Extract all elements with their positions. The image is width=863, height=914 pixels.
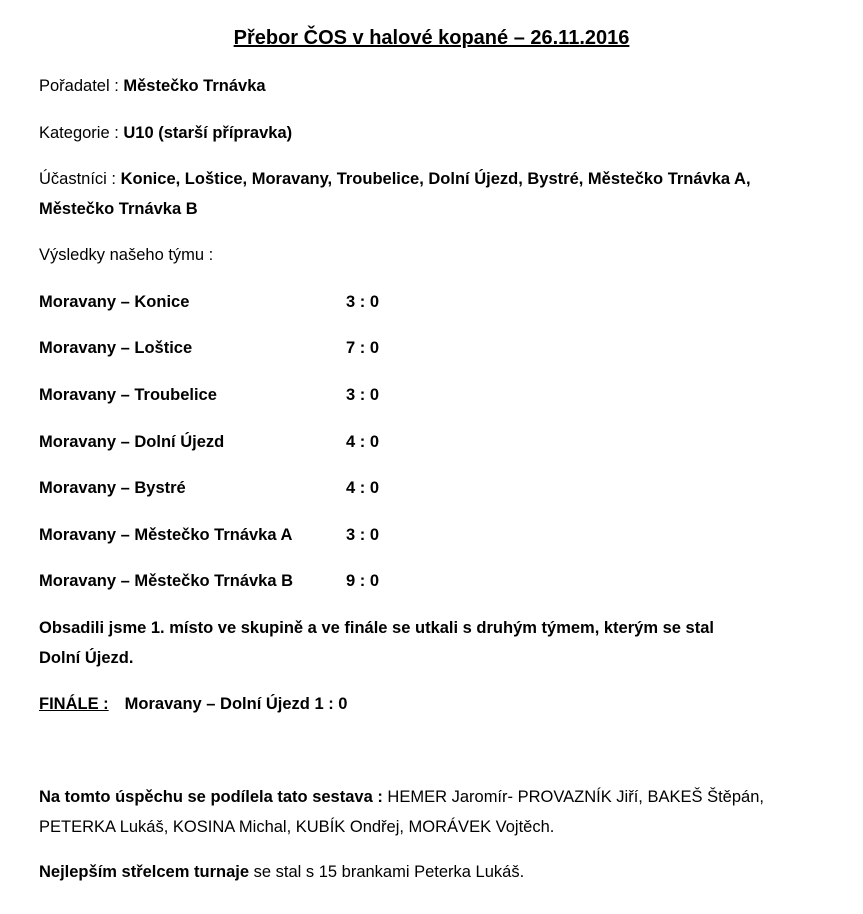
final-result: Moravany – Dolní Újezd 1 : 0 xyxy=(124,695,348,713)
result-match: Moravany – Loštice xyxy=(39,339,193,357)
result-match: Moravany – Městečko Trnávka B xyxy=(39,572,294,590)
result-score: 3 : 0 xyxy=(346,386,380,404)
result-match: Moravany – Městečko Trnávka A xyxy=(39,526,293,544)
result-score: 9 : 0 xyxy=(346,572,380,590)
result-match: Moravany – Bystré xyxy=(39,479,186,497)
result-score: 3 : 0 xyxy=(346,526,380,544)
result-match: Moravany – Konice xyxy=(39,293,190,311)
team-label: Na tomto úspěchu se podílela tato sestava : xyxy=(39,788,388,806)
scorer-label: Nejlepším střelcem turnaje xyxy=(39,863,250,881)
team-line-2: PETERKA Lukáš, KOSINA Michal, KUBÍK Ondřej, MORÁVEK Vojtěch. xyxy=(39,818,555,836)
team-line-1 xyxy=(39,788,764,807)
organizer-value: Městečko Trnávka xyxy=(123,77,266,95)
result-match: Moravany – Troubelice xyxy=(39,386,217,404)
team-players-1: HEMER Jaromír- PROVAZNÍK Jiří, BAKEŠ Štěpán, xyxy=(387,788,764,806)
results-heading: Výsledky našeho týmu : xyxy=(39,246,214,264)
scorer-line xyxy=(39,863,524,882)
result-score: 3 : 0 xyxy=(346,293,380,311)
result-score: 4 : 0 xyxy=(346,479,380,497)
result-score: 7 : 0 xyxy=(346,339,380,357)
participants-label: Účastníci : xyxy=(39,170,121,188)
organizer-label: Pořadatel : xyxy=(39,77,124,95)
participants-line-1 xyxy=(39,170,751,189)
summary-line-1: Obsadili jsme 1. místo ve skupině a ve finále se utkali s druhým týmem, kterým se stal xyxy=(39,619,714,637)
summary-line-2: Dolní Újezd. xyxy=(39,649,134,667)
scorer-text: se stal s 15 brankami Peterka Lukáš. xyxy=(249,863,525,881)
result-match: Moravany – Dolní Újezd xyxy=(39,433,225,451)
category-label: Kategorie : xyxy=(39,124,124,142)
final-label: FINÁLE : xyxy=(39,695,109,713)
category-line xyxy=(39,124,292,143)
organizer-line xyxy=(39,77,266,96)
result-score: 4 : 0 xyxy=(346,433,380,451)
page-title: Přebor ČOS v halové kopané – 26.11.2016 xyxy=(233,27,630,49)
category-value: U10 (starší přípravka) xyxy=(123,124,293,142)
participants-list: Konice, Loštice, Moravany, Troubelice, Dolní Újezd, Bystré, Městečko Trnávka A, xyxy=(120,170,751,188)
participants-line-2: Městečko Trnávka B xyxy=(39,200,198,218)
final-line xyxy=(39,695,347,714)
